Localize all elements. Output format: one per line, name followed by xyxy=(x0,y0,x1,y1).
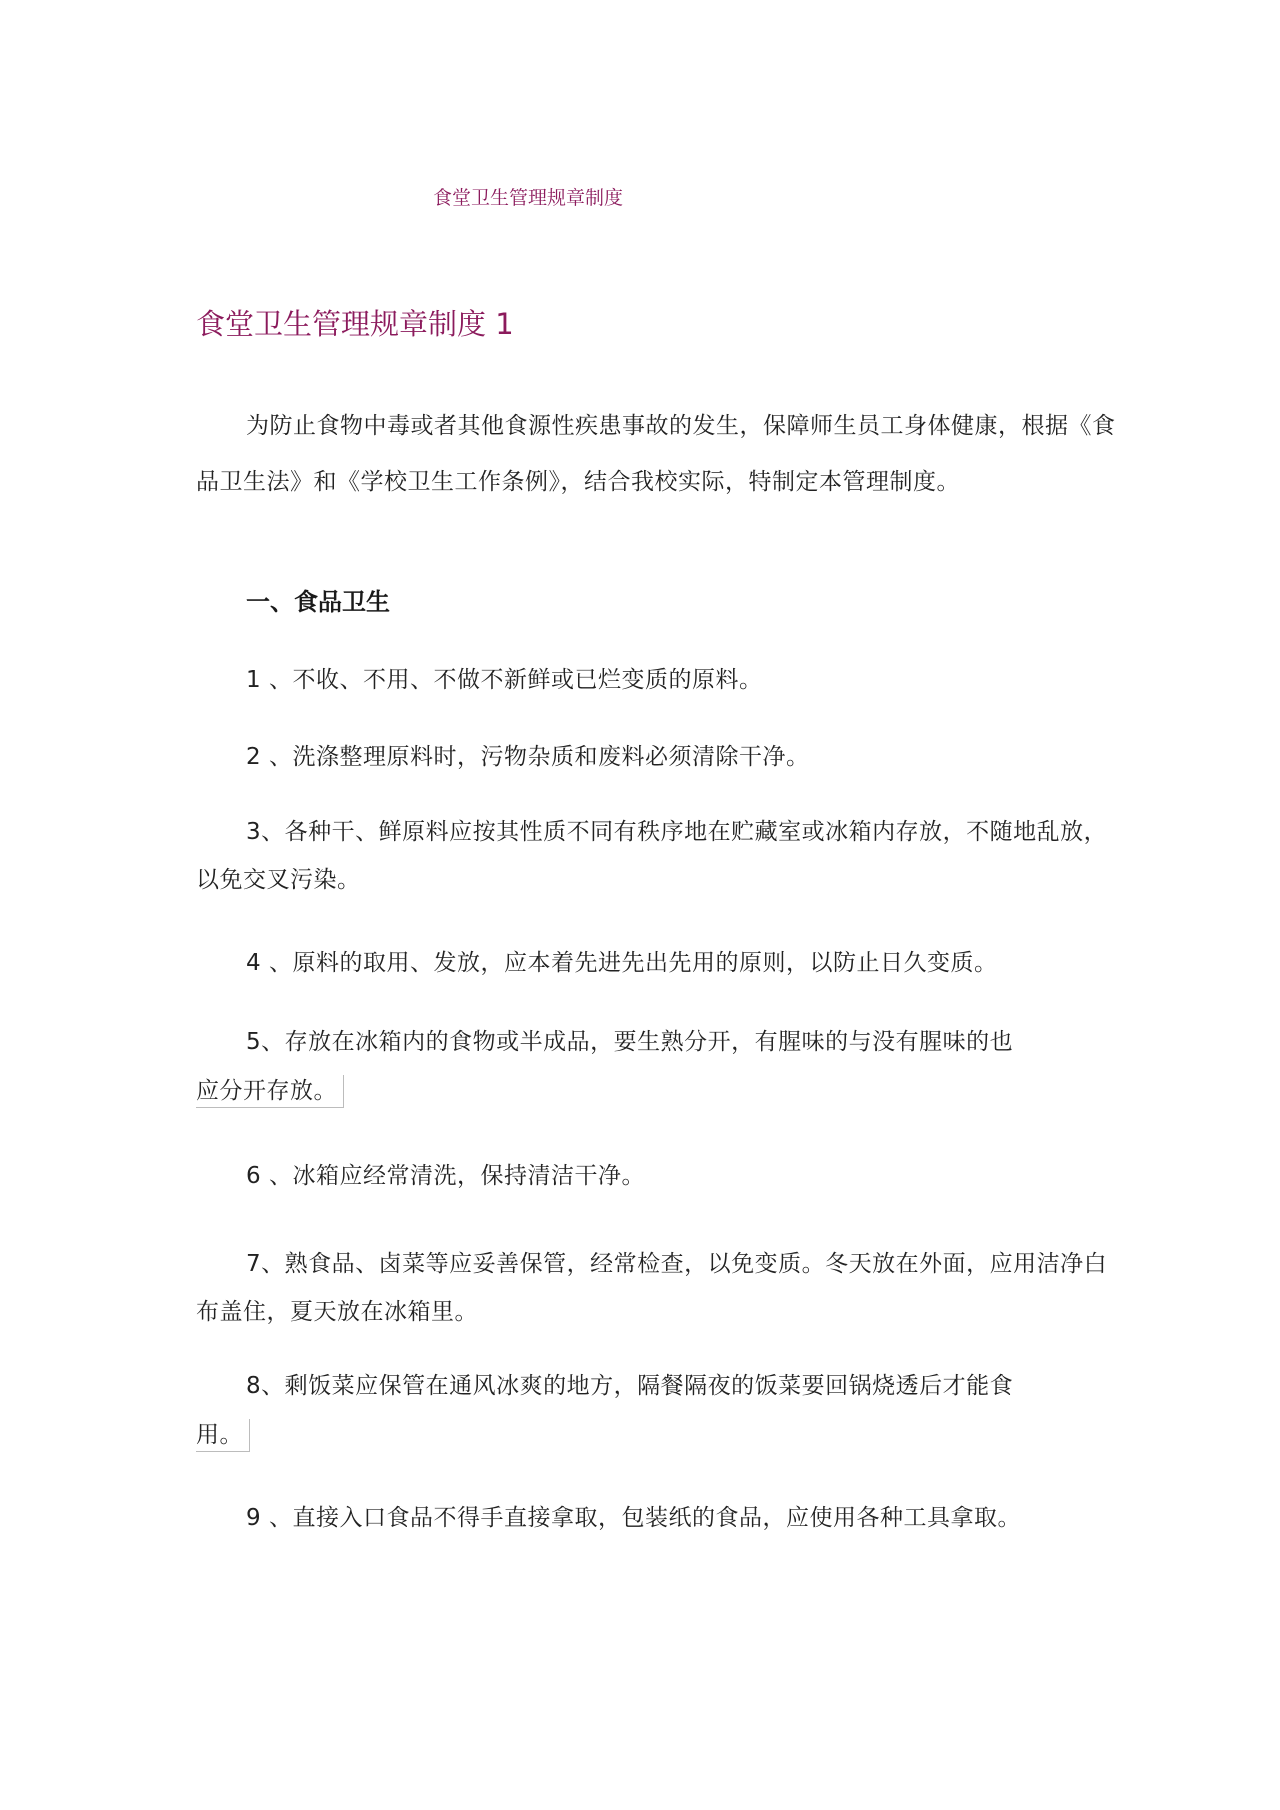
running-title: 食堂卫生管理规章制度 xyxy=(433,187,624,209)
section-title-food-hygiene: 一、食品卫生 xyxy=(246,588,390,616)
list-item: 4 、原料的取用、发放，应本着先进先出先用的原则，以防止日久变质。 xyxy=(246,950,998,976)
list-item: 2 、洗涤整理原料时，污物杂质和废料必须清除干净。 xyxy=(246,744,810,770)
list-item: 7、熟食品、卤菜等应妥善保管，经常检查，以免变质。冬天放在外面，应用洁净白布盖住，夏天放在冰箱里。 xyxy=(196,1251,1108,1325)
list-item: 8、剩饭菜应保管在通风冰爽的地方，隔餐隔夜的饭菜要回锅烧透后才能食 xyxy=(246,1373,1014,1399)
list-item: 1 、不收、不用、不做不新鲜或已烂变质的原料。 xyxy=(246,667,763,693)
list-item-continuation: 应分开存放。 xyxy=(196,1075,344,1108)
list-item: 9 、直接入口食品不得手直接拿取，包装纸的食品，应使用各种工具拿取。 xyxy=(246,1505,1021,1531)
list-item-continuation: 用。 xyxy=(196,1419,250,1452)
intro-paragraph: 为防止食物中毒或者其他食源性疾患事故的发生，保障师生员工身体健康，根据《食品卫生法》和《学校卫生工作条例》，结合我校实际，特制定本管理制度。 xyxy=(196,413,1116,495)
document-heading: 食堂卫生管理规章制度 1 xyxy=(196,307,514,341)
list-item: 5、存放在冰箱内的食物或半成品，要生熟分开，有腥味的与没有腥味的也 xyxy=(246,1029,1014,1055)
list-item: 6 、冰箱应经常清洗，保持清洁干净。 xyxy=(246,1163,645,1189)
list-item: 3、各种干、鲜原料应按其性质不同有秩序地在贮藏室或冰箱内存放，不随地乱放，以免交叉污染。 xyxy=(196,819,1108,893)
